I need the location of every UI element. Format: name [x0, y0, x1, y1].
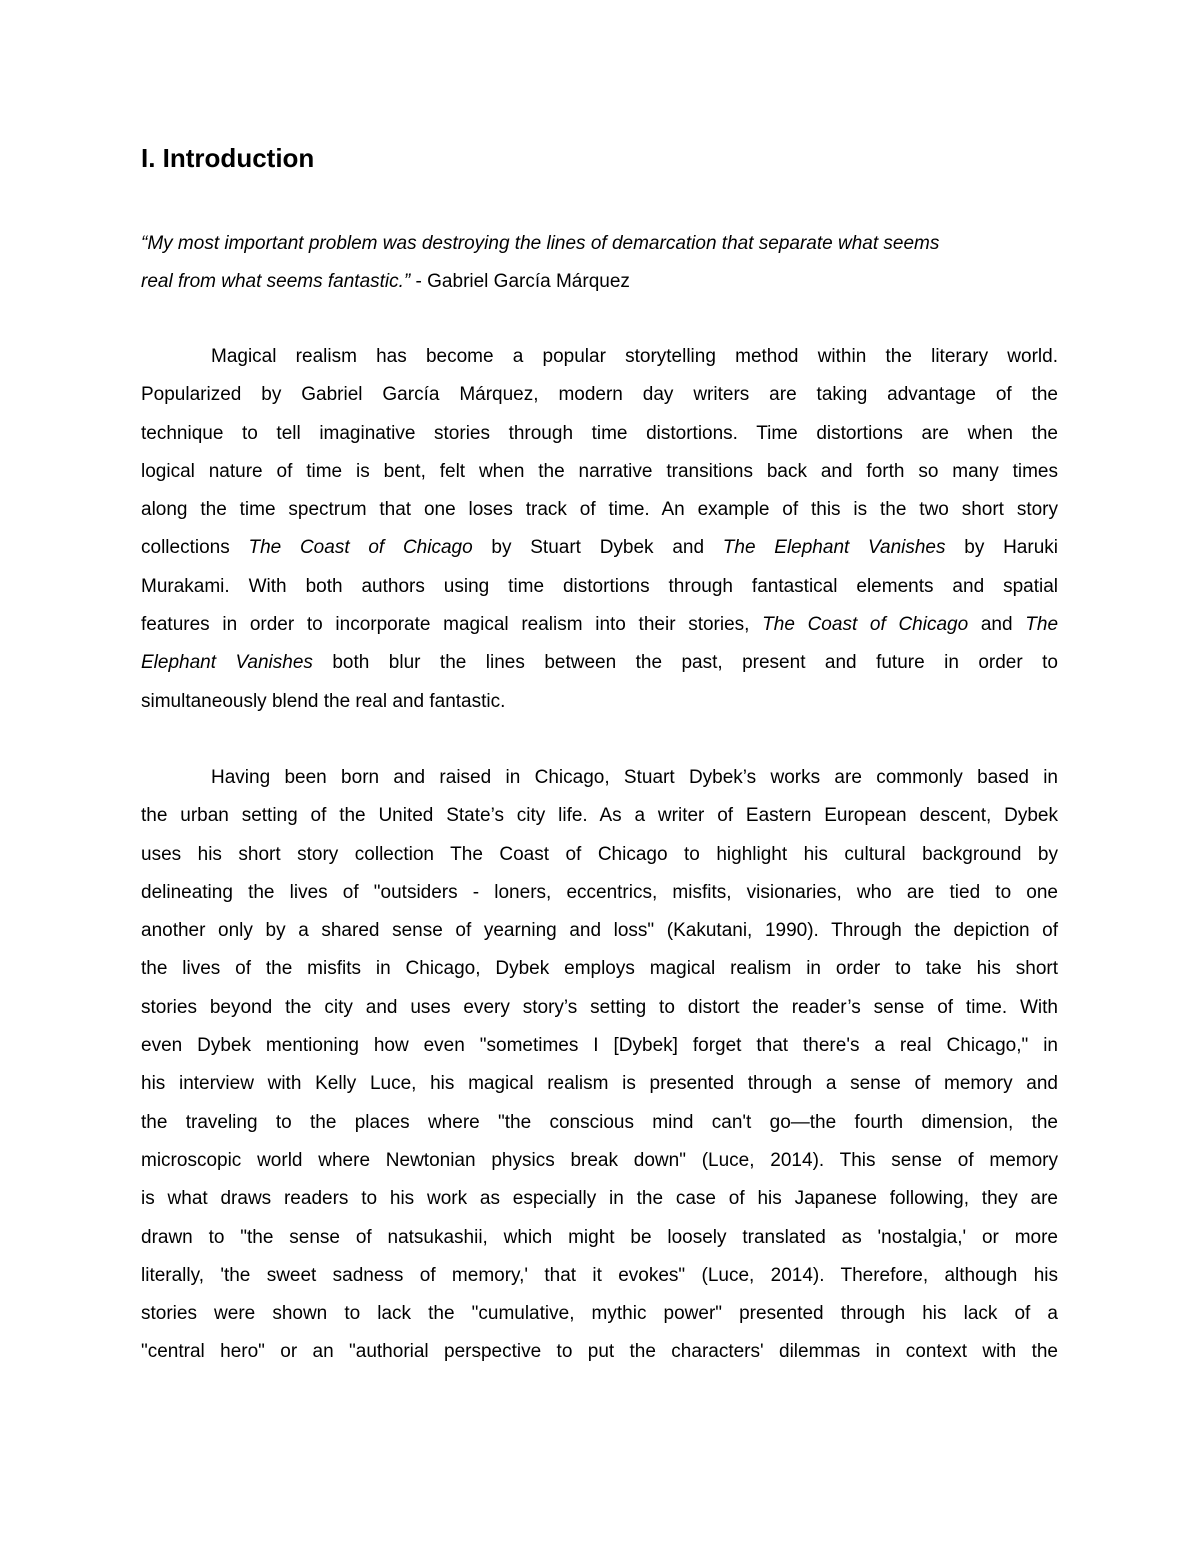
paragraph-line: drawn to "the sense of natsukashii, which might be loosely translated as 'nostalgia,' or more [141, 1226, 1058, 1248]
paragraph-line: "central hero" or an "authorial perspective to put the characters' dilemmas in context with the [141, 1341, 1058, 1363]
epigraph-line [141, 225, 1058, 263]
paragraph-line: microscopic world where Newtonian physics break down" (Luce, 2014). This sense of memory [141, 1149, 1058, 1171]
epigraph-attribution: - Gabriel García Márquez [410, 271, 630, 293]
paragraph-line: stories were shown to lack the "cumulative, mythic power" presented through his lack of a [141, 1303, 1058, 1325]
document-page [141, 0, 1058, 1553]
paragraph-line: uses his short story collection The Coast of Chicago to highlight his cultural background by [141, 843, 1058, 865]
paragraph-line: Murakami. With both authors using time distortions through fantastical elements and spatial [141, 575, 1058, 597]
epigraph-line [141, 263, 1058, 301]
paragraph-line: literally, 'the sweet sadness of memory,' that it evokes" (Luce, 2014). Therefore, although his [141, 1264, 1058, 1286]
paragraph-line: the traveling to the places where "the conscious mind can't go—the fourth dimension, the [141, 1111, 1058, 1133]
paragraph-line [141, 644, 1058, 682]
book-title: The Coast of Chicago [762, 614, 969, 636]
book-title: The [1025, 614, 1059, 636]
text-run: by Haruki [945, 537, 1058, 559]
paragraph-line: the lives of the misfits in Chicago, Dybek employs magical realism in order to take his short [141, 958, 1058, 980]
paragraph-line: along the time spectrum that one loses track of time. An example of this is the two short story [141, 499, 1058, 521]
text-run: both blur the lines between the past, present and future in order to [312, 652, 1058, 674]
paragraph-line [141, 606, 1058, 644]
paragraph-2 [141, 759, 1058, 1372]
paragraph-line: the urban setting of the United State’s city life. As a writer of Eastern European descent, Dybek [141, 805, 1058, 827]
book-title: The Coast of Chicago [248, 537, 473, 559]
text-run: features in order to incorporate magical realism into their stories, [141, 614, 763, 636]
paragraph-line: Popularized by Gabriel García Márquez, modern day writers are taking advantage of the [141, 384, 1058, 406]
paragraph-line: stories beyond the city and uses every story’s setting to distort the reader’s sense of time. With [141, 996, 1058, 1018]
paragraph-line: even Dybek mentioning how even "sometimes I [Dybek] forget that there's a real Chicago," in [141, 1035, 1058, 1057]
text-run: collections [141, 537, 249, 559]
paragraph-line: Having been born and raised in Chicago, Stuart Dybek’s works are commonly based in [211, 767, 1058, 788]
epigraph-quote: “My most important problem was destroying the lines of demarcation that separate what seems [141, 233, 940, 254]
paragraph-line: technique to tell imaginative stories through time distortions. Time distortions are when the [141, 422, 1058, 444]
paragraph-line [141, 529, 1058, 567]
paragraph-line: is what draws readers to his work as especially in the case of his Japanese following, they are [141, 1188, 1058, 1210]
epigraph [141, 225, 1058, 302]
paragraph-1 [141, 338, 1058, 721]
book-title: Elephant Vanishes [141, 652, 313, 674]
paragraph-line: logical nature of time is bent, felt when the narrative transitions back and forth so many times [141, 460, 1058, 482]
paragraph-line: Magical realism has become a popular storytelling method within the literary world. [211, 346, 1058, 367]
paragraph-line: his interview with Kelly Luce, his magical realism is presented through a sense of memory and [141, 1073, 1058, 1095]
epigraph-quote: real from what seems fantastic.” [141, 271, 411, 293]
text-run: and [968, 614, 1026, 636]
section-heading: I. Introduction [141, 143, 315, 173]
text-run: by Stuart Dybek and [472, 537, 723, 559]
paragraph-line: simultaneously blend the real and fantastic. [141, 690, 506, 712]
book-title: The Elephant Vanishes [722, 537, 946, 559]
paragraph-line: delineating the lives of "outsiders - loners, eccentrics, misfits, visionaries, who are tied to one [141, 881, 1058, 903]
paragraph-line: another only by a shared sense of yearning and loss" (Kakutani, 1990). Through the depiction of [141, 920, 1058, 942]
